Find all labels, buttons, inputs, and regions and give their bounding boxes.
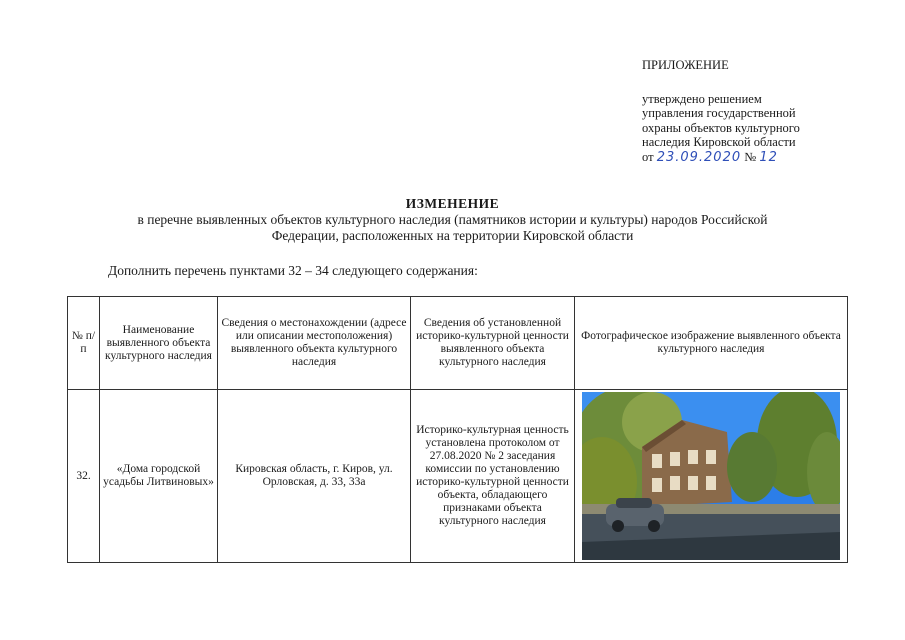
approval-date-line <box>642 150 800 166</box>
header-value: Сведения об установленной историко-культурной ценности выявленного объекта культурного наследия <box>411 297 575 390</box>
table-row <box>68 390 848 563</box>
approval-line: охраны объектов культурного <box>642 120 800 135</box>
date-prefix: от <box>642 149 654 164</box>
header-num: № п/п <box>68 297 100 390</box>
approval-line: утверждено решением <box>642 91 762 106</box>
building-photo-icon <box>582 392 840 560</box>
title-line2: Федерации, расположенных на территории Кировской области <box>271 228 634 243</box>
number-sign: № <box>744 149 757 164</box>
intro-text: Дополнить перечень пунктами 32 – 34 следующего содержания: <box>108 263 478 278</box>
document-title <box>0 196 905 244</box>
title-line1: в перечне выявленных объектов культурного наследия (памятников истории и культуры) народов Российской <box>137 212 768 227</box>
approval-line: наследия Кировской области <box>642 135 796 149</box>
row-name: «Дома городской усадьбы Литвиновых» <box>100 390 218 563</box>
objects-table <box>67 296 848 563</box>
header-location: Сведения о местонахождении (адресе или описании местоположения) выявленного объекта культурного наследия <box>218 297 411 390</box>
header-name: Наименование выявленного объекта культурного наследия <box>100 297 218 390</box>
row-location: Кировская область, г. Киров, ул. Орловская, д. 33, 33а <box>218 390 411 563</box>
approval-heading: ПРИЛОЖЕНИЕ <box>642 58 729 72</box>
row-photo-cell <box>575 390 848 563</box>
title-main: ИЗМЕНЕНИЕ <box>405 196 500 211</box>
row-value: Историко-культурная ценность установлена протоколом от 27.08.2020 № 2 заседания комиссии по установлению историко-культурной ценности объекта, обладающего признаками объекта культурного наследия <box>411 390 575 563</box>
handwritten-date: 23.09.2020 <box>656 149 742 165</box>
table-header-row <box>68 297 848 390</box>
approval-line: управления государственной <box>642 106 796 120</box>
row-num: 32. <box>68 390 100 563</box>
header-photo: Фотографическое изображение выявленного объекта культурного наследия <box>575 297 848 390</box>
handwritten-number: 12 <box>759 149 778 165</box>
approval-block <box>642 58 800 165</box>
